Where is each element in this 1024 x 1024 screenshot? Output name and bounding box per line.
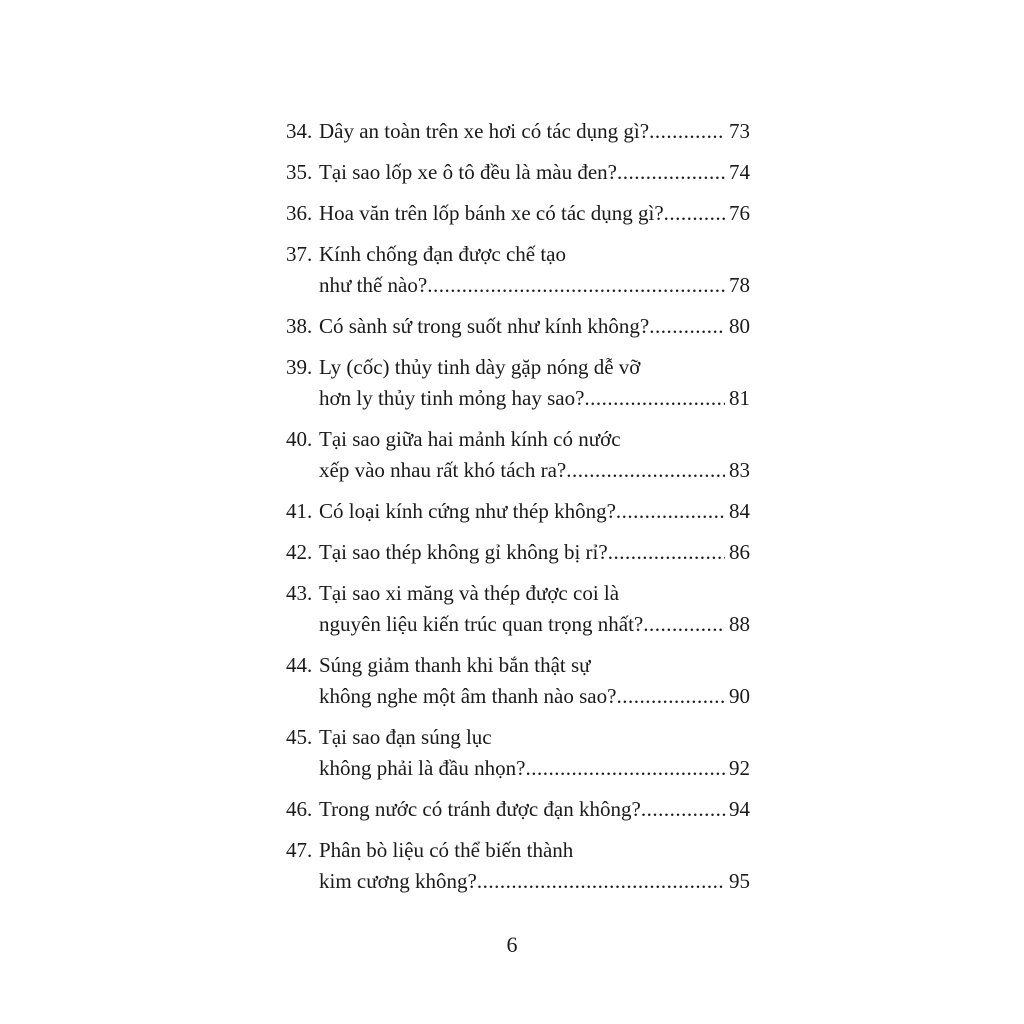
toc-entry-title: Kính chống đạn được chế tạo	[319, 242, 566, 266]
toc-page-number: 86	[729, 540, 750, 564]
toc-entry-line	[286, 866, 750, 897]
toc-entry-line	[286, 352, 750, 383]
toc-page-number: 94	[729, 797, 750, 821]
toc-entry-line	[286, 455, 750, 486]
toc-entry-title: Dây an toàn trên xe hơi có tác dụng gì?	[319, 119, 650, 143]
toc-entry-title: Hoa văn trên lốp bánh xe có tác dụng gì?	[319, 201, 664, 225]
toc-entry	[286, 157, 750, 188]
toc-entry	[286, 496, 750, 527]
toc-entry-line	[286, 116, 750, 147]
toc-entry-title: Có loại kính cứng như thép không?	[319, 499, 616, 523]
toc-entry-number: 34.	[286, 119, 313, 143]
toc-entry-number: 44.	[286, 653, 313, 677]
toc-entry-line	[286, 198, 750, 229]
toc-entry-number: 38.	[286, 314, 313, 338]
toc-entry-title: Tại sao xi măng và thép được coi là	[319, 581, 620, 605]
toc-dot-leader	[584, 383, 725, 414]
toc-entry-title: Ly (cốc) thủy tinh dày gặp nóng dễ vỡ	[319, 355, 641, 379]
toc-page-number: 76	[729, 201, 750, 225]
toc-dot-leader	[616, 496, 725, 527]
toc-entry-title: Phân bò liệu có thể biến thành	[319, 838, 574, 862]
table-of-contents	[286, 116, 750, 907]
toc-entry	[286, 198, 750, 229]
toc-page-number: 92	[729, 756, 750, 780]
toc-entry-line	[286, 835, 750, 866]
toc-entry	[286, 537, 750, 568]
toc-entry	[286, 311, 750, 342]
toc-dot-leader	[641, 794, 725, 825]
toc-entry-line	[286, 722, 750, 753]
toc-entry-title: như thế nào?	[319, 273, 428, 297]
toc-entry-line	[286, 270, 750, 301]
toc-dot-leader	[617, 157, 725, 188]
toc-entry	[286, 835, 750, 897]
toc-entry-number: 35.	[286, 160, 313, 184]
toc-page-number: 83	[729, 458, 750, 482]
toc-entry-number: 47.	[286, 838, 313, 862]
toc-entry-line	[286, 537, 750, 568]
toc-entry	[286, 578, 750, 640]
toc-dot-leader	[649, 311, 725, 342]
toc-entry	[286, 424, 750, 486]
toc-entry	[286, 116, 750, 147]
toc-entry-line	[286, 157, 750, 188]
toc-entry-line	[286, 496, 750, 527]
toc-dot-leader	[649, 116, 725, 147]
toc-page-number: 88	[729, 612, 750, 636]
toc-page-number: 80	[729, 314, 750, 338]
toc-page-number: 78	[729, 273, 750, 297]
toc-page-number: 84	[729, 499, 750, 523]
toc-entry-title: Súng giảm thanh khi bắn thật sự	[319, 653, 591, 677]
toc-entry-line	[286, 609, 750, 640]
toc-entry	[286, 352, 750, 414]
toc-entry-title: Trong nước có tránh được đạn không?	[319, 797, 641, 821]
toc-dot-leader	[566, 455, 725, 486]
toc-entry-line	[286, 578, 750, 609]
toc-entry-title: không phải là đầu nhọn?	[319, 756, 526, 780]
toc-entry-title: kim cương không?	[319, 869, 477, 893]
page-number: 6	[506, 932, 518, 957]
toc-entry	[286, 239, 750, 301]
toc-entry-line	[286, 753, 750, 784]
toc-entry-line	[286, 239, 750, 270]
toc-dot-leader	[643, 609, 725, 640]
toc-entry-line	[286, 311, 750, 342]
toc-entry-title: Tại sao đạn súng lục	[319, 725, 492, 749]
toc-entry-line	[286, 794, 750, 825]
toc-entry-number: 46.	[286, 797, 313, 821]
toc-entry	[286, 722, 750, 784]
toc-entry-title: Tại sao lốp xe ô tô đều là màu đen?	[319, 160, 617, 184]
toc-entry-number: 37.	[286, 242, 313, 266]
toc-page-number: 81	[729, 386, 750, 410]
toc-entry-line	[286, 650, 750, 681]
toc-page-number: 90	[729, 684, 750, 708]
toc-entry-title: không nghe một âm thanh nào sao?	[319, 684, 617, 708]
toc-entry-title: hơn ly thủy tinh mỏng hay sao?	[319, 386, 585, 410]
toc-entry-number: 39.	[286, 355, 313, 379]
toc-entry-title: Tại sao giữa hai mảnh kính có nước	[319, 427, 621, 451]
toc-entry-line	[286, 681, 750, 712]
toc-entry-number: 40.	[286, 427, 313, 451]
toc-dot-leader	[664, 198, 725, 229]
toc-entry-number: 42.	[286, 540, 313, 564]
toc-entry	[286, 794, 750, 825]
toc-dot-leader	[525, 753, 725, 784]
toc-entry-number: 41.	[286, 499, 313, 523]
toc-dot-leader	[477, 866, 725, 897]
toc-dot-leader	[427, 270, 725, 301]
toc-entry-number: 45.	[286, 725, 313, 749]
toc-entry-title: nguyên liệu kiến trúc quan trọng nhất?	[319, 612, 644, 636]
toc-entry-title: xếp vào nhau rất khó tách ra?	[319, 458, 567, 482]
toc-entry-number: 36.	[286, 201, 313, 225]
toc-entry-line	[286, 424, 750, 455]
toc-entry-title: Tại sao thép không gỉ không bị rỉ?	[319, 540, 608, 564]
toc-entry-title: Có sành sứ trong suốt như kính không?	[319, 314, 650, 338]
toc-entry	[286, 650, 750, 712]
toc-entry-number: 43.	[286, 581, 313, 605]
toc-page-number: 73	[729, 119, 750, 143]
toc-entry-line	[286, 383, 750, 414]
toc-dot-leader	[616, 681, 725, 712]
toc-page-number: 74	[729, 160, 750, 184]
toc-page-number: 95	[729, 869, 750, 893]
toc-dot-leader	[608, 537, 725, 568]
